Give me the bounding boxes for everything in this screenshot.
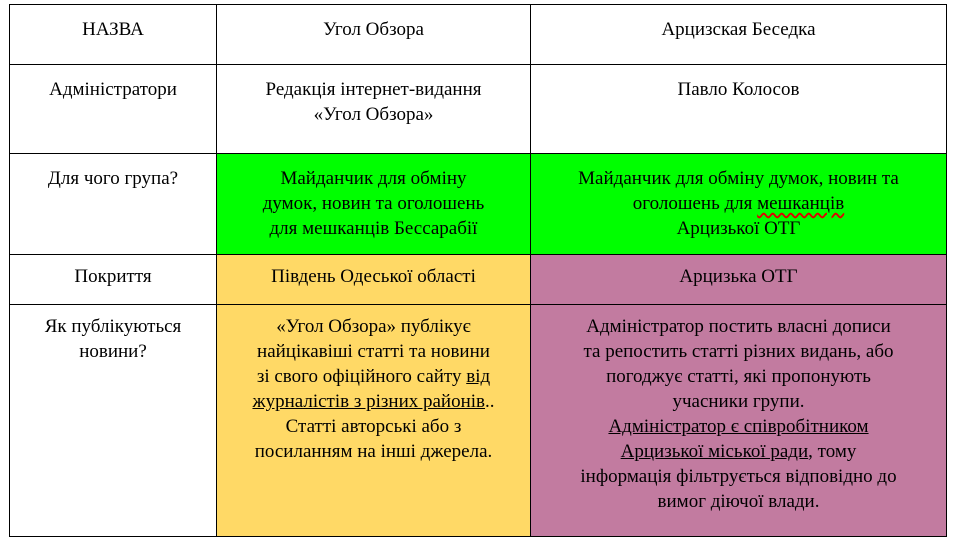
purpose-group1-cell: Майданчик для обміну думок, новин та оголошень для мешканців Бессарабії — [217, 154, 531, 255]
purpose-group2-cell: Майданчик для обміну думок, новин та оголошень для мешканців Арцизької ОТГ — [531, 154, 947, 255]
header-group2-cell: Арцизская Беседка — [531, 5, 947, 65]
publishing-label-cell: Як публікуються новини? — [10, 305, 217, 537]
header-row — [10, 5, 947, 65]
purpose-row — [10, 154, 947, 255]
publishing-group2-cell: Адміністратор постить власні дописи та репостить статті різних видань, або погоджує статті, які пропонують учасники групи. Адміністратор є співробітником Арцизької міської ради, тому інформація фільтрується відповідно до вимог діючої влади. — [531, 305, 947, 537]
admins-group2-cell: Павло Колосов — [531, 65, 947, 154]
publishing-row — [10, 305, 947, 537]
admins-label-cell: Адміністратори — [10, 65, 217, 154]
underlined-text: Адміністратор є співробітником — [608, 416, 869, 437]
underlined-text: журналістів з різних районів — [252, 391, 486, 412]
purpose-label-cell: Для чого група? — [10, 154, 217, 255]
publishing-group1-cell: «Угол Обзора» публікує найцікавіші статті та новини зі свого офіційного сайту від журналістів з різних районів.. Статті авторські або з посиланням на інші джерела. — [217, 305, 531, 537]
spellcheck-word: мешканців — [757, 193, 845, 214]
header-name-cell: НАЗВА — [10, 5, 217, 65]
coverage-row — [10, 255, 947, 305]
comparison-table — [9, 4, 947, 537]
admins-row — [10, 65, 947, 154]
admins-group1-cell: Редакція інтернет-видання «Угол Обзора» — [217, 65, 531, 154]
coverage-group1-cell: Південь Одеської області — [217, 255, 531, 305]
underlined-text: від — [466, 366, 491, 387]
coverage-group2-cell: Арцизька ОТГ — [531, 255, 947, 305]
coverage-label-cell: Покриття — [10, 255, 217, 305]
header-group1-cell: Угол Обзора — [217, 5, 531, 65]
underlined-text: Арцизької міської ради — [620, 441, 809, 462]
